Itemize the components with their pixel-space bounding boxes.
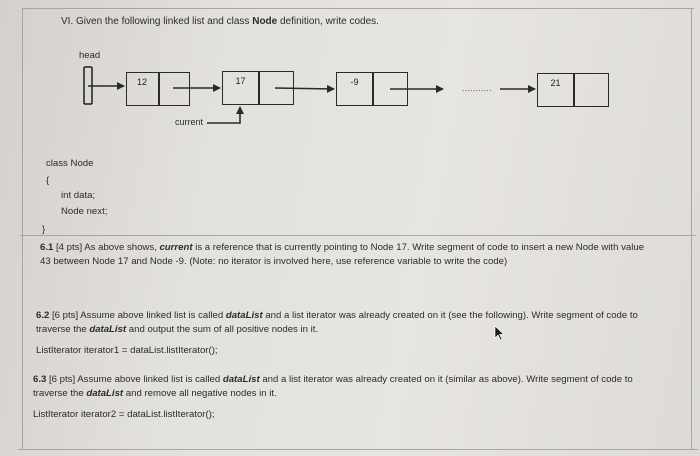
question-title: VI. Given the following linked list and class Node definition, write codes. — [61, 16, 379, 27]
node-value: -9 — [350, 77, 359, 87]
current-label: current — [175, 117, 204, 127]
question-6-1: 6.1 [4 pts] As above shows, current is a reference that is currently pointing to Node 17. Write segment of code to insert a new Node with value 43 between Node 17 and Node -9. (Note: no iterator is involved here, use reference variable to write the code) — [40, 242, 645, 267]
class-field-next: Node next; — [61, 206, 108, 217]
class-header: class Node — [46, 158, 94, 169]
iterator1-code: ListIterator iterator1 = dataList.listIterator(); — [36, 345, 218, 356]
iterator2-code: ListIterator iterator2 = dataList.listIterator(); — [33, 409, 215, 420]
node-value: 17 — [235, 76, 246, 86]
class-field-data: int data; — [61, 190, 96, 201]
class-close-brace: } — [42, 224, 46, 235]
node-value: 12 — [136, 77, 147, 87]
question-6-3: 6.3 [6 pts] Assume above linked list is called dataList and a list iterator was already created on it (similar as above). Write segment of code to traverse the dataList and remove all negative nodes in it. — [33, 374, 633, 399]
ellipsis: ........... — [462, 84, 492, 93]
head-label: head — [79, 50, 101, 61]
node-value: 21 — [550, 78, 561, 88]
question-6-2: 6.2 [6 pts] Assume above linked list is called dataList and a list iterator was already created on it (see the following). Write segment of code to traverse the dataList and output the sum of all positive nodes in it. — [36, 310, 638, 335]
class-open-brace: { — [46, 175, 50, 186]
